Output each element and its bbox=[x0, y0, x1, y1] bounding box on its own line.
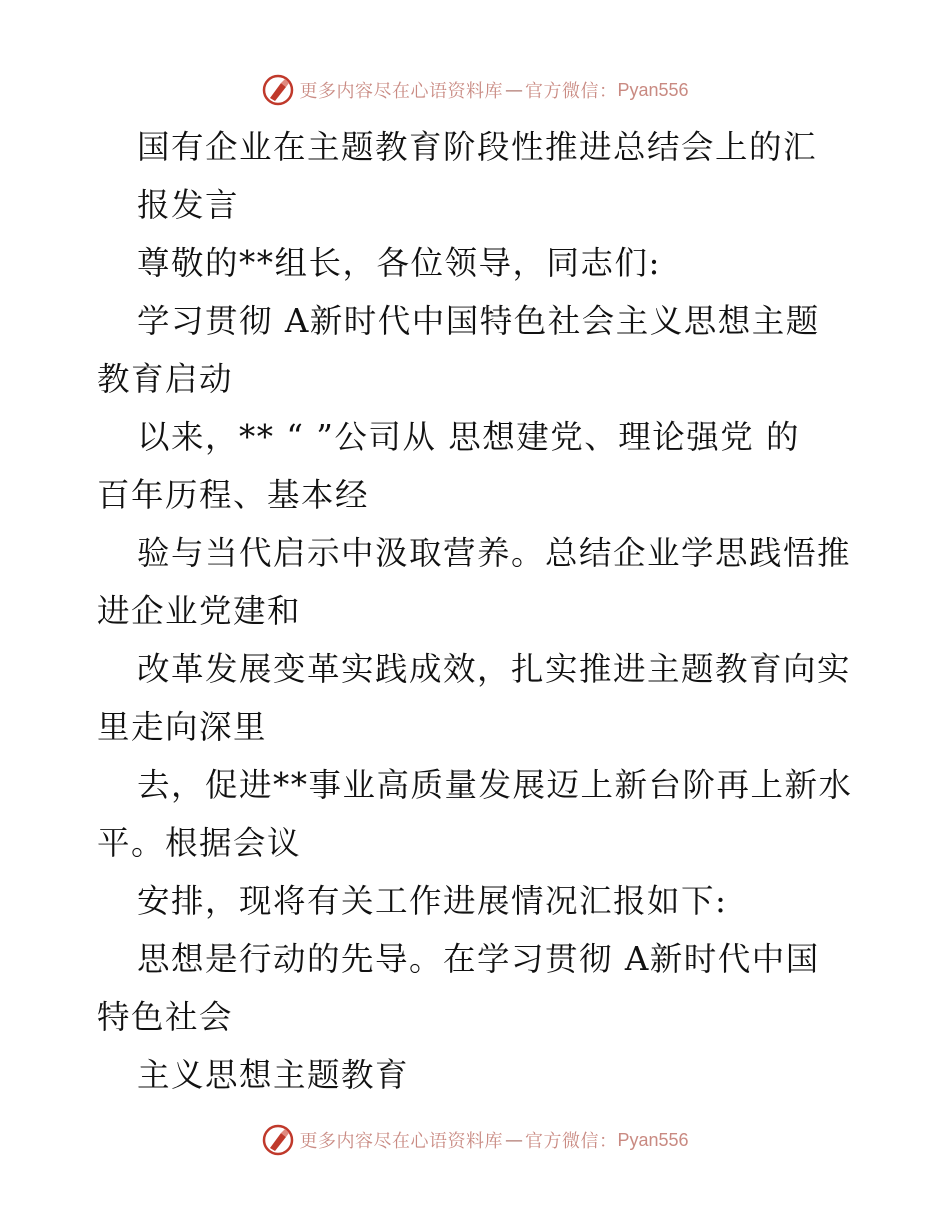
doc-line: 学习贯彻 A新时代中国特色社会主义思想主题 bbox=[137, 302, 820, 340]
doc-line: 改革发展变革实践成效，扎实推进主题教育向实 bbox=[137, 650, 852, 688]
doc-line: 教育启动 bbox=[97, 360, 234, 398]
doc-line: 以来，** “ ”公司从 思想建党、理论强党 的 bbox=[137, 418, 801, 456]
doc-line: 验与当代启示中汲取营养。总结企业学思践悟推 bbox=[137, 534, 852, 572]
doc-line: 平。根据会议 bbox=[97, 824, 302, 862]
watermark-suffix: 官方微信： bbox=[524, 81, 618, 102]
doc-line: 百年历程、基本经 bbox=[97, 476, 370, 514]
pen-nib-logo-icon bbox=[261, 1123, 295, 1157]
watermark-account: Pyan556 bbox=[617, 1129, 689, 1150]
doc-line: 安排，现将有关工作进展情况汇报如下: bbox=[137, 882, 728, 920]
footer-watermark bbox=[0, 1120, 950, 1160]
doc-line: 思想是行动的先导。在学习贯彻 A新时代中国 bbox=[137, 940, 820, 978]
doc-line: 国有企业在主题教育阶段性推进总结会上的汇 bbox=[137, 128, 818, 166]
watermark-separator: — bbox=[504, 1129, 523, 1151]
header-watermark bbox=[0, 70, 950, 110]
watermark-text: 更多内容尽在心语资料库 bbox=[299, 81, 503, 102]
doc-line: 主义思想主题教育 bbox=[137, 1056, 410, 1094]
doc-line: 报发言 bbox=[137, 186, 240, 224]
doc-line: 去，促进**事业高质量发展迈上新台阶再上新水 bbox=[137, 766, 853, 804]
watermark-separator: — bbox=[504, 79, 523, 101]
doc-line: 尊敬的**组长，各位领导，同志们: bbox=[137, 244, 661, 282]
watermark-account: Pyan556 bbox=[617, 79, 689, 100]
watermark-text: 更多内容尽在心语资料库 bbox=[299, 1131, 503, 1152]
pen-nib-logo-icon bbox=[261, 73, 295, 107]
doc-line: 进企业党建和 bbox=[97, 592, 302, 630]
doc-line: 里走向深里 bbox=[97, 708, 268, 746]
watermark-suffix: 官方微信： bbox=[524, 1131, 618, 1152]
doc-line: 特色社会 bbox=[97, 998, 234, 1036]
